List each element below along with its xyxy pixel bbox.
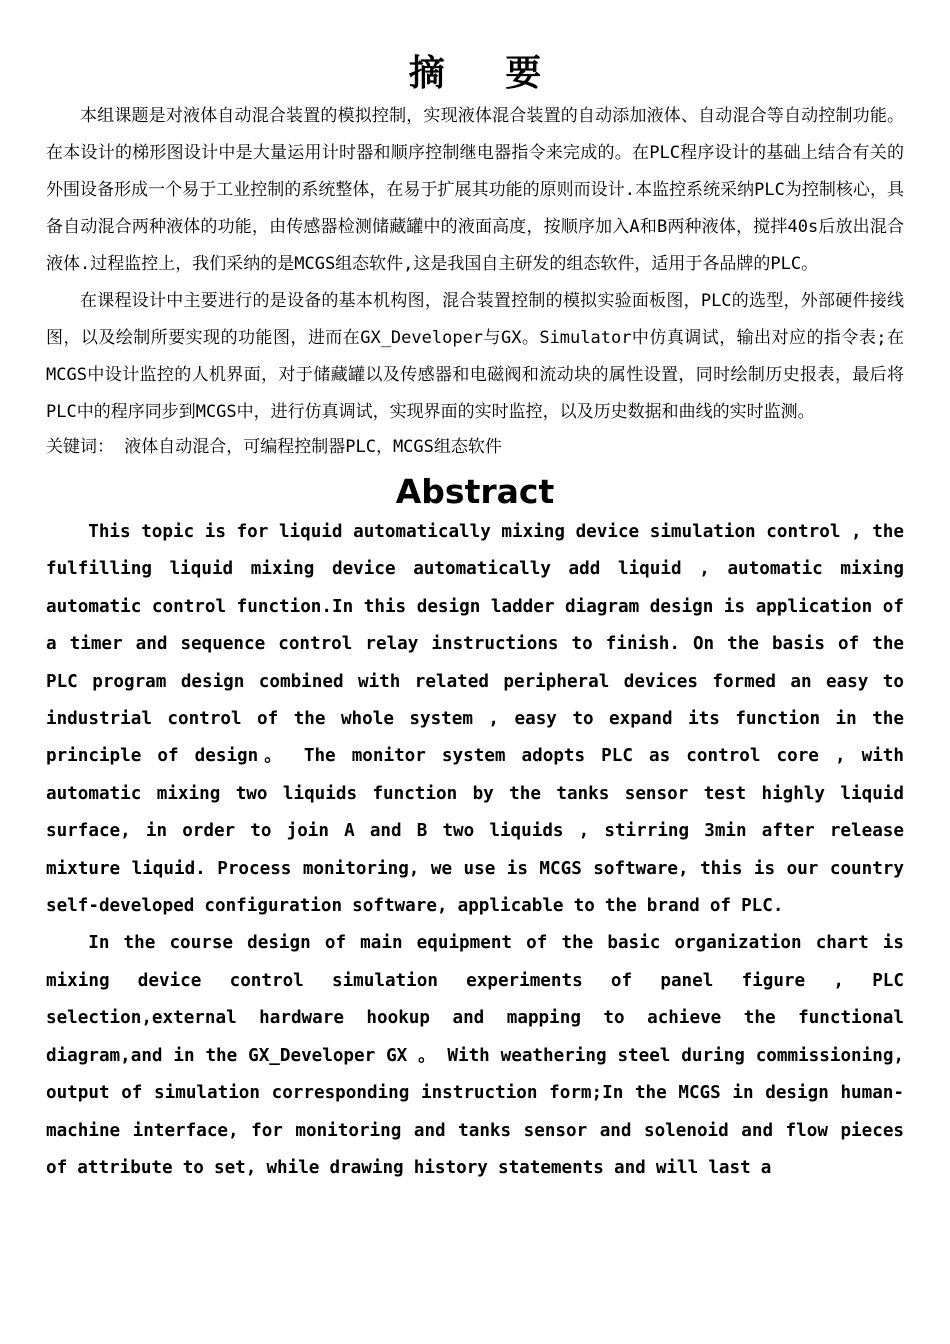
chinese-keywords: 关键词： 液体自动混合，可编程控制器PLC，MCGS组态软件 — [46, 437, 502, 457]
english-abstract-paragraph-1: This topic is for liquid automatically mixing device simulation control , the fulfilling liquid mixing device automatically add liquid , automatic mixing automatic control function.In this design ladder diagram design is application of a timer and sequence control relay instructions to finish. On the basis of the PLC program design combined with related peripheral devices formed an easy to industrial control of the whole system , easy to expand its function in the principle of design。 The monitor system adopts PLC as control core , with automatic mixing two liquids function by the tanks sensor test highly liquid surface, in order to join A and B two liquids , stirring 3min after release mixture liquid. Process monitoring, we use is MCGS software, this is our country self-developed configuration software, applicable to the brand of PLC. — [46, 522, 904, 917]
chinese-abstract-paragraph-1: 本组课题是对液体自动混合装置的模拟控制，实现液体混合装置的自动添加液体、自动混合等自动控制功能。在本设计的梯形图设计中是大量运用计时器和顺序控制继电器指令来完成的。在PLC程序设计的基础上结合有关的外围设备形成一个易于工业控制的系统整体，在易于扩展其功能的原则而设计.本监控系统采纳PLC为控制核心，具备自动混合两种液体的功能，由传感器检测储藏罐中的液面高度，按顺序加入A和B两种液体，搅拌40s后放出混合液体.过程监控上，我们采纳的是MCGS组态软件,这是我国自主研发的组态软件，适用于各品牌的PLC。 — [46, 106, 904, 274]
document-page — [46, 50, 904, 1187]
chinese-abstract-title: 摘 要 — [408, 52, 566, 94]
english-abstract-paragraph-2: In the course design of main equipment of the basic organization chart is mixing device control simulation experiments of panel figure , PLC selection,external hardware hookup and mapping to achieve the functional diagram,and in the GX_Developer GX 。 With weathering steel during commissioning, output of simulation corresponding instruction form;In the MCGS in design human-machine interface, for monitoring and tanks sensor and solenoid and flow pieces of attribute to set, while drawing history statements and will last a — [46, 933, 904, 1178]
english-abstract-title: Abstract — [395, 472, 555, 511]
chinese-abstract-paragraph-2: 在课程设计中主要进行的是设备的基本机构图，混合装置控制的模拟实验面板图，PLC的选型，外部硬件接线图，以及绘制所要实现的功能图，进而在GX_Developer与GX。Simulator中仿真调试，输出对应的指令表;在MCGS中设计监控的人机界面，对于储藏罐以及传感器和电磁阀和流动块的属性设置，同时绘制历史报表，最后将PLC中的程序同步到MCGS中，进行仿真调试，实现界面的实时监控，以及历史数据和曲线的实时监测。 — [46, 291, 904, 422]
